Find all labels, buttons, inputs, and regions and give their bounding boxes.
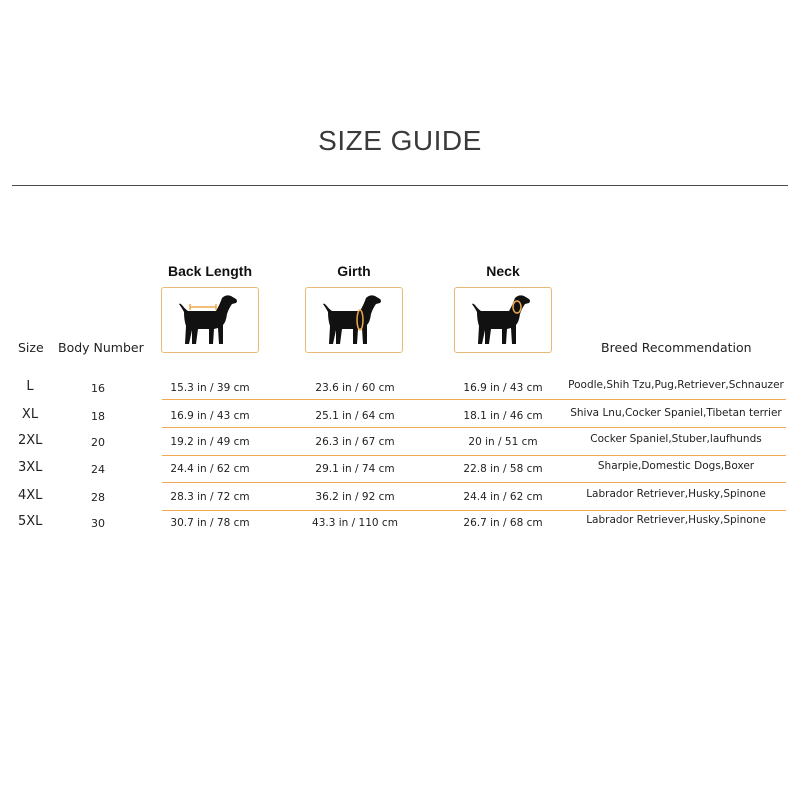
back-length-cell: 15.3 in / 39 cm xyxy=(170,382,250,394)
body-number-cell: 20 xyxy=(91,436,105,449)
breed-cell: Shiva Lnu,Cocker Spaniel,Tibetan terrier xyxy=(570,407,782,419)
size-label: 5XL xyxy=(18,514,43,529)
girth-cell: 26.3 in / 67 cm xyxy=(315,436,395,448)
girth-header: Girth xyxy=(337,263,371,279)
girth-cell: 29.1 in / 74 cm xyxy=(315,463,395,475)
body-number-cell: 18 xyxy=(91,410,105,423)
page-title: SIZE GUIDE xyxy=(318,125,482,156)
back-length-header: Back Length xyxy=(167,263,252,279)
girth-cell: 43.3 in / 110 cm xyxy=(312,517,398,529)
title-divider xyxy=(12,185,788,186)
neck-cell: 26.7 in / 68 cm xyxy=(463,517,543,529)
body-number-cell: 24 xyxy=(91,463,105,476)
row-divider xyxy=(162,510,786,511)
size-label: 3XL xyxy=(18,460,43,475)
girth-cell: 23.6 in / 60 cm xyxy=(315,382,395,394)
back-length-cell: 24.4 in / 62 cm xyxy=(170,463,250,475)
neck-cell: 22.8 in / 58 cm xyxy=(463,463,543,475)
back-length-cell: 30.7 in / 78 cm xyxy=(170,517,250,529)
breed-cell: Cocker Spaniel,Stuber,laufhunds xyxy=(590,433,762,445)
row-divider xyxy=(162,482,786,483)
girth-cell: 36.2 in / 92 cm xyxy=(315,491,395,503)
back-length-cell: 28.3 in / 72 cm xyxy=(170,491,250,503)
size-label: 4XL xyxy=(18,488,43,503)
breed-cell: Labrador Retriever,Husky,Spinone xyxy=(586,488,766,500)
neck-header: Neck xyxy=(486,263,520,279)
neck-diagram xyxy=(454,287,552,353)
row-divider xyxy=(162,455,786,456)
row-divider xyxy=(162,399,786,400)
body-number-column-header: Body Number xyxy=(58,340,144,355)
dog-girth-icon xyxy=(320,292,388,348)
row-divider xyxy=(162,427,786,428)
size-label: L xyxy=(26,379,34,394)
breed-cell: Sharpie,Domestic Dogs,Boxer xyxy=(597,460,755,472)
size-label: 2XL xyxy=(18,433,43,448)
neck-cell: 24.4 in / 62 cm xyxy=(463,491,543,503)
dog-neck-icon xyxy=(469,292,537,348)
size-column-header: Size xyxy=(18,340,44,355)
neck-cell: 16.9 in / 43 cm xyxy=(463,382,543,394)
body-number-cell: 30 xyxy=(91,517,105,530)
girth-cell: 25.1 in / 64 cm xyxy=(315,410,395,422)
breed-column-header: Breed Recommendation xyxy=(601,340,752,355)
breed-cell: Poodle,Shih Tzu,Pug,Retriever,Schnauzer xyxy=(568,379,784,391)
size-label: XL xyxy=(21,407,39,422)
back-length-cell: 16.9 in / 43 cm xyxy=(170,410,250,422)
body-number-cell: 16 xyxy=(91,382,105,395)
breed-cell: Labrador Retriever,Husky,Spinone xyxy=(586,514,766,526)
back-length-cell: 19.2 in / 49 cm xyxy=(170,436,250,448)
neck-cell: 20 in / 51 cm xyxy=(468,436,538,448)
girth-diagram xyxy=(305,287,403,353)
neck-cell: 18.1 in / 46 cm xyxy=(463,410,543,422)
back-length-diagram xyxy=(161,287,259,353)
body-number-cell: 28 xyxy=(91,491,105,504)
dog-back-length-icon xyxy=(176,292,244,348)
